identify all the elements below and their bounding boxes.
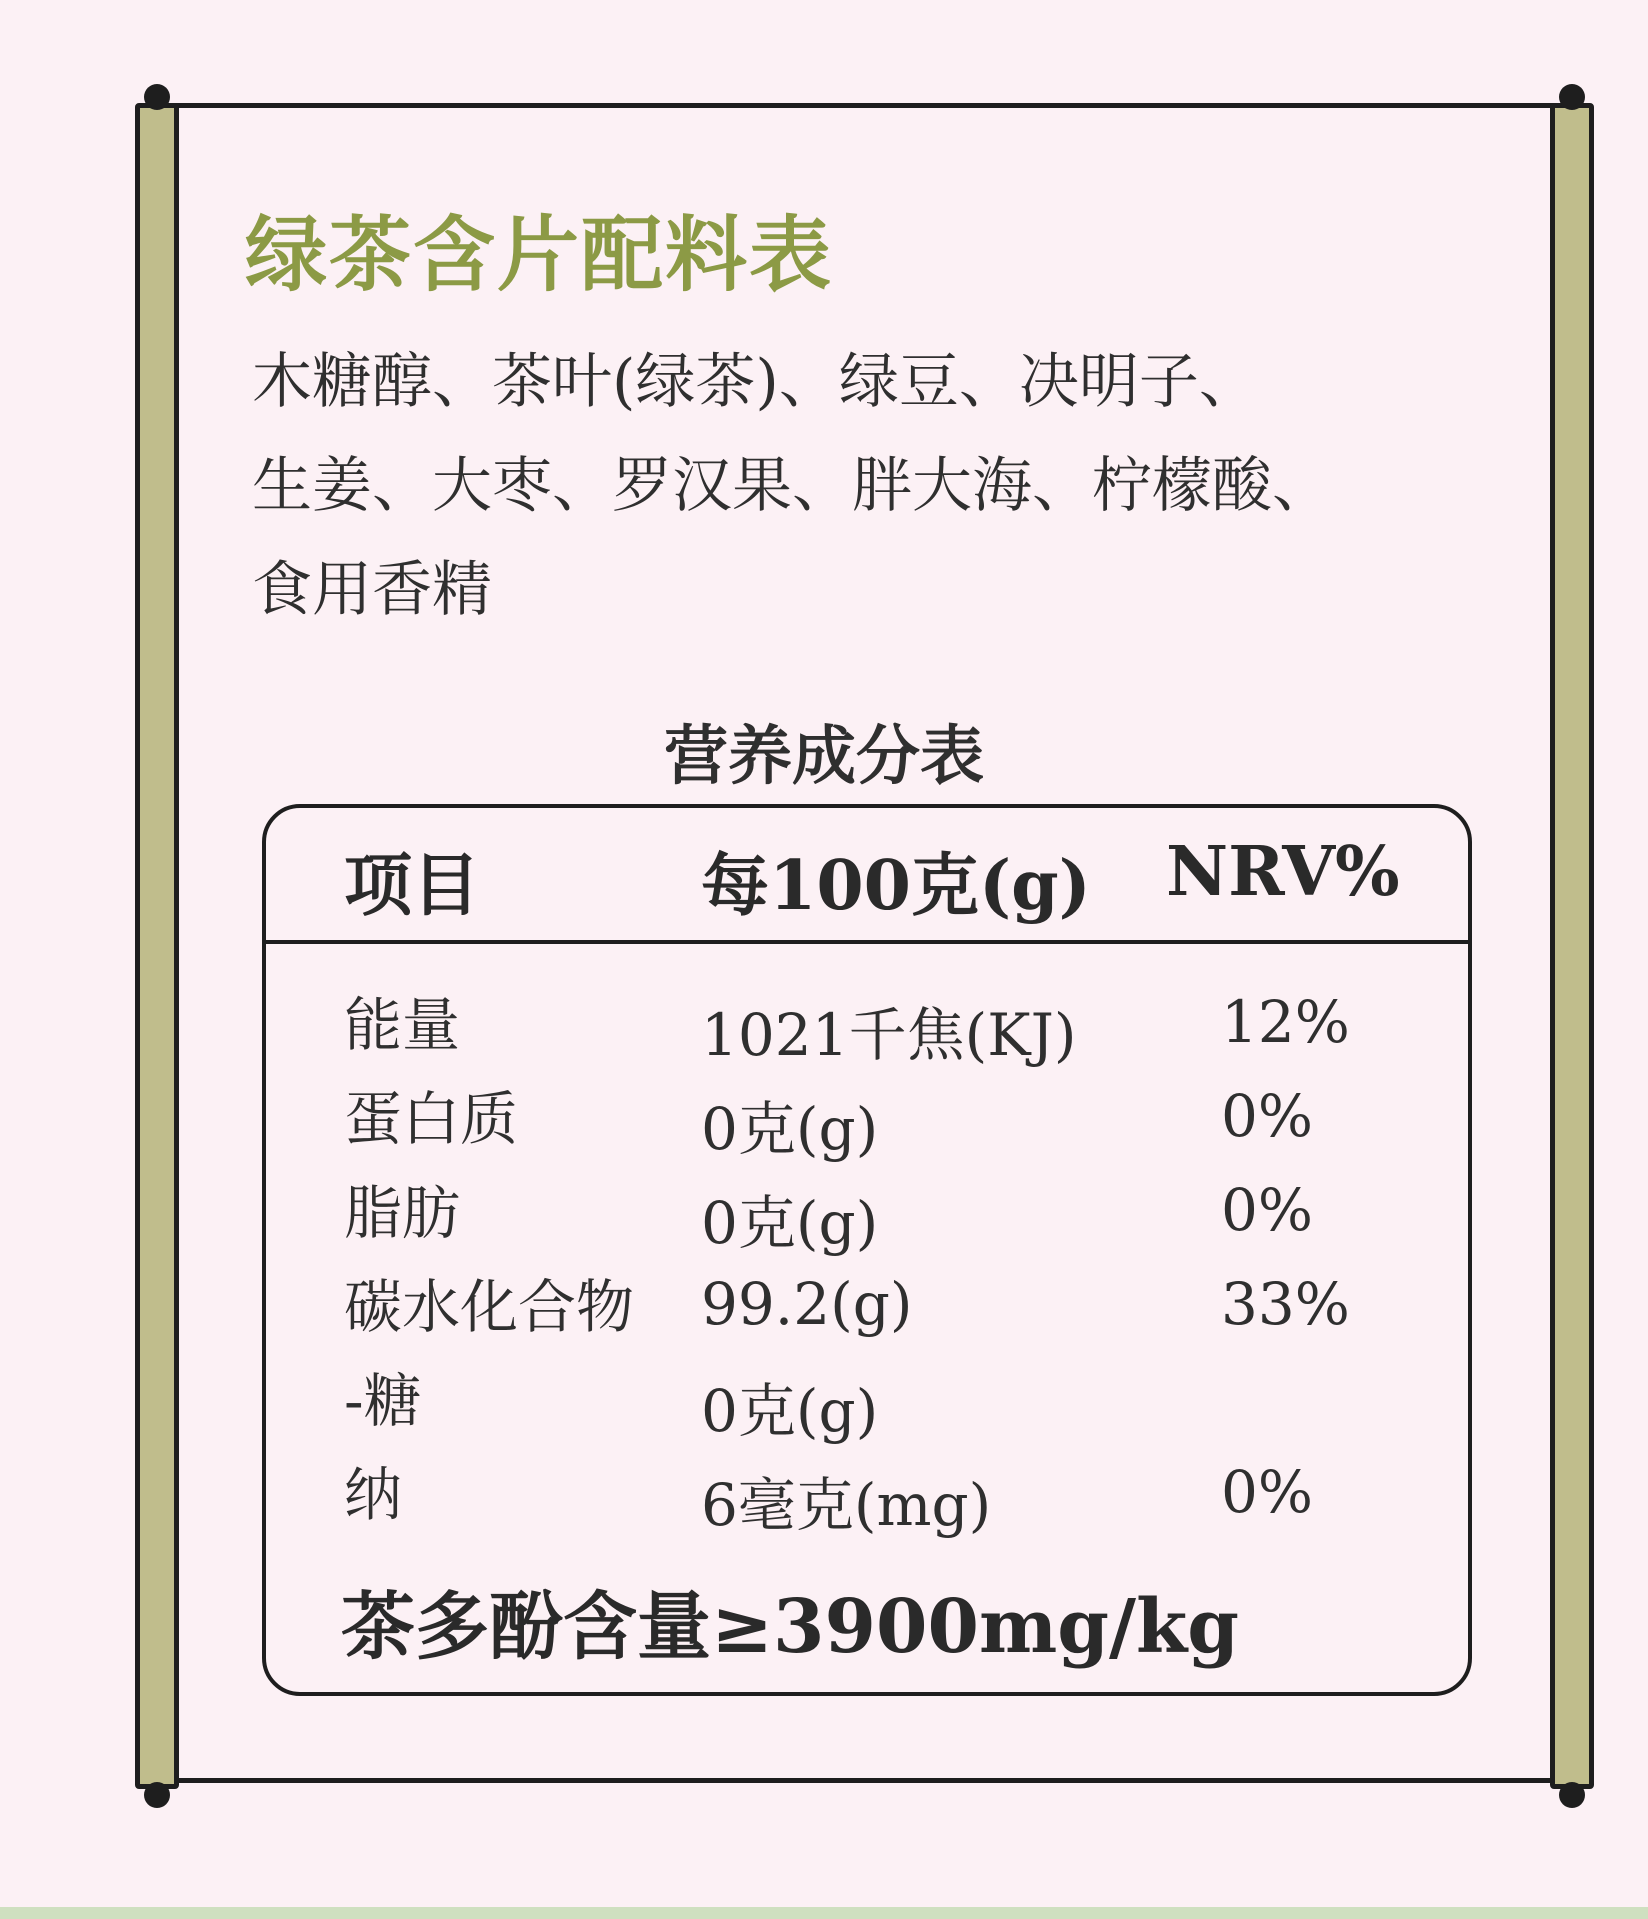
right-scroll-rod [1550, 103, 1594, 1789]
row-nrv: 12% [1221, 988, 1350, 1056]
row-value: 0克(g) [701, 1377, 879, 1445]
table-row [266, 1448, 1468, 1542]
nutrition-table [262, 804, 1472, 1696]
table-row [266, 1354, 1468, 1448]
row-item: 纳 [344, 1461, 403, 1529]
table-row [266, 1166, 1468, 1260]
row-value: 0克(g) [701, 1095, 879, 1163]
ingredients-line: 生姜、大枣、罗汉果、胖大海、柠檬酸、 [252, 451, 1332, 521]
table-header [266, 808, 1468, 944]
table-row [266, 978, 1468, 1072]
left-top-knob [144, 84, 170, 110]
right-bottom-knob [1559, 1782, 1585, 1808]
row-value: 99.2(g) [701, 1270, 913, 1338]
ingredients-line: 食用香精 [252, 555, 492, 625]
nutrition-title: 营养成分表 [664, 719, 984, 794]
bottom-strip [0, 1907, 1648, 1919]
table-row [266, 1072, 1468, 1166]
row-value: 6毫克(mg) [701, 1471, 992, 1539]
left-scroll-rod [135, 103, 179, 1789]
row-nrv: 0% [1221, 1082, 1314, 1150]
row-nrv: 0% [1221, 1458, 1314, 1526]
ingredients-line: 木糖醇、茶叶(绿茶)、绿豆、决明子、 [252, 347, 1259, 417]
header-nrv: NRV% [1166, 832, 1400, 912]
row-nrv: 33% [1221, 1270, 1350, 1338]
right-top-knob [1559, 84, 1585, 110]
table-row [266, 1260, 1468, 1354]
row-item: 脂肪 [344, 1179, 461, 1247]
header-item: 项目 [344, 846, 481, 926]
row-value: 0克(g) [701, 1189, 879, 1257]
row-item: 能量 [344, 991, 461, 1059]
ingredients-list [252, 330, 1492, 642]
row-value: 1021千焦(KJ) [701, 1001, 1077, 1069]
ingredients-title: 绿茶含片配料表 [245, 208, 834, 303]
row-item: 蛋白质 [344, 1085, 519, 1153]
header-per-100g: 每100克(g) [701, 846, 1091, 926]
tea-polyphenol-note: 茶多酚含量≥3900mg/kg [341, 1584, 1240, 1670]
row-item: 碳水化合物 [344, 1273, 635, 1341]
left-bottom-knob [144, 1782, 170, 1808]
row-nrv: 0% [1221, 1176, 1314, 1244]
row-item: -糖 [344, 1367, 422, 1435]
